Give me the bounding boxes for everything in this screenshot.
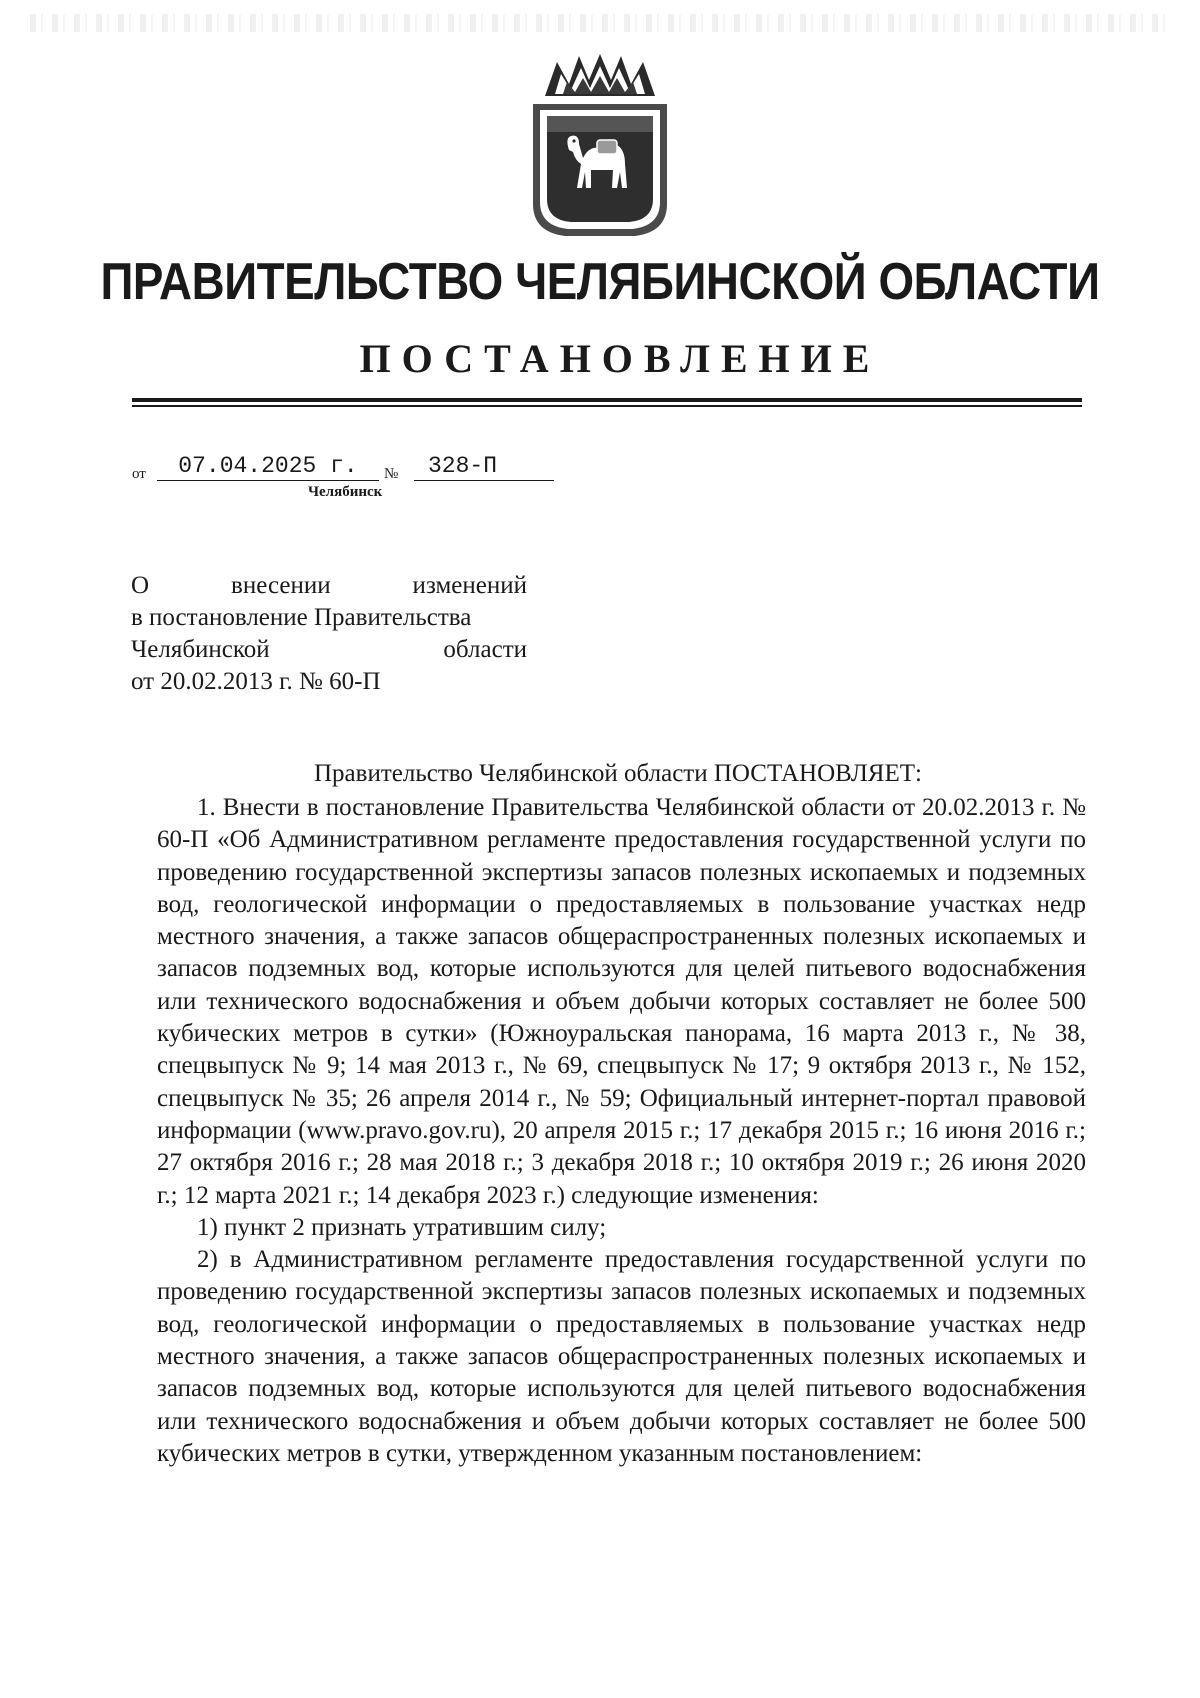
document-number: 328-П (414, 452, 554, 481)
document-type-title: ПОСТАНОВЛЕНИЕ (359, 336, 881, 381)
from-label: от (132, 466, 146, 482)
header-rule-thin (132, 405, 1082, 407)
scan-artifact (30, 14, 1170, 32)
paragraph-item-1: 1. Внести в постановление Правительства Челябинской области от 20.02.2013 г. № 60-П «Об Административном регламенте предоставления государственной услуги по проведению государственной экспертизы запасов полезных ископаемых и подземных вод, геологической информации о предоставляемых в пользование участках недр местного значения, а также запасов общераспространенных полезных ископаемых и запасов подземных вод, которые используются для целей питьевого водоснабжения или технического водоснабжения и объем добычи которых составляет не более 500 кубических метров в сутки» (Южноуральская панорама, 16 марта 2013 г., № 38, спецвыпуск № 9; 14 мая 2013 г., № 69, спецвыпуск № 17; 9 октября 2013 г., № 152, спецвыпуск № 35; 26 апреля 2014 г., № 59; Официальный интернет-портал правовой информации (www.pravo.gov.ru), 20 апреля 2015 г.; 17 декабря 2015 г.; 16 июня 2016 г.; 27 октября 2016 г.; 28 мая 2018 г.; 3 декабря 2018 г.; 10 октября 2019 г.; 26 июня 2020 г.; 12 марта 2021 г.; 14 декабря 2023 г.) следующие изменения: (157, 794, 1086, 1209)
number-label: № (384, 466, 399, 482)
government-title: ПРАВИТЕЛЬСТВО ЧЕЛЯБИНСКОЙ ОБЛАСТИ (100, 253, 1100, 311)
document-date: 07.04.2025 г. (157, 452, 379, 481)
resolution-intro: Правительство Челябинской области ПОСТАНОВЛЯЕТ: (314, 760, 922, 787)
subject-line: в постановление Правительства (131, 604, 472, 631)
coat-of-arms-icon (527, 54, 673, 242)
paragraph-subitem-2: 2) в Административном регламенте предоставления государственной услуги по проведению государственной экспертизы запасов полезных ископаемых и подземных вод, геологической информации о предоставляемых в пользование участках недр местного значения, а также запасов общераспространенных полезных ископаемых и запасов подземных вод, которые используются для целей питьевого водоснабжения или технического водоснабжения и объем добычи которых составляет не более 500 кубических метров в сутки, утвержденном указанным постановлением: (157, 1246, 1086, 1467)
document-subject (131, 570, 527, 698)
subject-line: О внесении изменений (131, 572, 527, 599)
city-label: Челябинск (308, 484, 383, 500)
subject-line: от 20.02.2013 г. № 60-П (131, 668, 381, 695)
paragraph-subitem-1: 1) пункт 2 признать утратившим силу; (197, 1213, 607, 1241)
document-body (157, 792, 1086, 1470)
subject-line: Челябинской области (131, 636, 527, 663)
header-rule-thick (132, 398, 1082, 402)
registration-line (132, 452, 632, 482)
